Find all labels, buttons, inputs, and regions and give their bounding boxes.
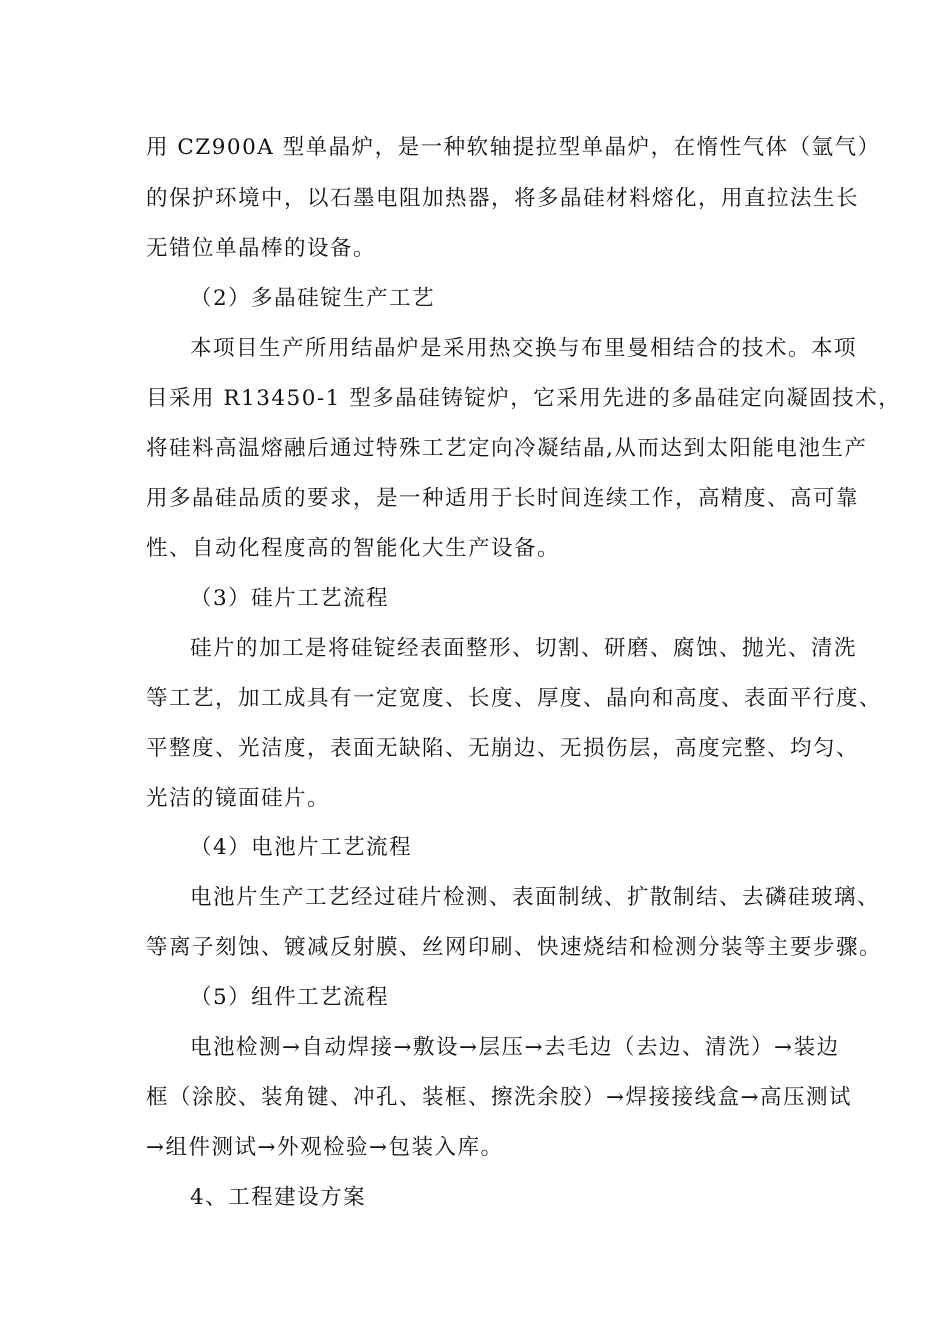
paragraph-line: 将硅料高温熔融后通过特殊工艺定向冷凝结晶,从而达到太阳能电池生产 (146, 436, 868, 461)
paragraph-line: 等离子刻蚀、镀减反射膜、丝网印刷、快速烧结和检测分装等主要步骤。 (146, 935, 883, 960)
paragraph-line: 硅片的加工是将硅锭经表面整形、切割、研磨、腐蚀、抛光、清洗 (190, 636, 858, 661)
paragraph-line: 电池检测→自动焊接→敷设→层压→去毛边（去边、清洗）→装边 (190, 1035, 840, 1060)
paragraph-line: →组件测试→外观检验→包装入库。 (146, 1135, 504, 1160)
section-heading-module-process: （5）组件工艺流程 (190, 985, 390, 1010)
section-heading-cell-process: （4）电池片工艺流程 (190, 835, 413, 860)
paragraph-line: 等工艺，加工成具有一定宽度、长度、厚度、晶向和高度、表面平行度、 (146, 686, 883, 711)
paragraph-line: 平整度、光洁度，表面无缺陷、无崩边、无损伤层，高度完整、均匀、 (146, 736, 860, 761)
paragraph-line: 目采用 R13450-1 型多晶硅铸锭炉，它采用先进的多晶硅定向凝固技术， (146, 386, 902, 411)
paragraph-line: 用多晶硅品质的要求，是一种适用于长时间连续工作，高精度、高可靠 (146, 486, 860, 511)
paragraph-line: 用 CZ900A 型单晶炉，是一种软轴提拉型单晶炉，在惰性气体（氩气） (146, 135, 881, 160)
section-heading-polysilicon-ingot: （2）多晶硅锭生产工艺 (190, 286, 436, 311)
section-heading-construction-plan: 4、工程建设方案 (190, 1185, 367, 1210)
paragraph-line: 性、自动化程度高的智能化大生产设备。 (146, 536, 561, 561)
section-heading-wafer-process: （3）硅片工艺流程 (190, 586, 390, 611)
paragraph-line: 框（涂胶、装角键、冲孔、装框、擦洗余胶）→焊接接线盒→高压测试 (146, 1085, 853, 1110)
paragraph-line: 的保护环境中，以石墨电阻加热器，将多晶硅材料熔化，用直拉法生长 (146, 186, 860, 211)
paragraph-line: 本项目生产所用结晶炉是采用热交换与布里曼相结合的技术。本项 (190, 336, 858, 361)
paragraph-line: 电池片生产工艺经过硅片检测、表面制绒、扩散制结、去磷硅玻璃、 (190, 885, 881, 910)
paragraph-line: 光洁的镜面硅片。 (146, 786, 331, 811)
paragraph-line: 无错位单晶棒的设备。 (146, 236, 377, 261)
